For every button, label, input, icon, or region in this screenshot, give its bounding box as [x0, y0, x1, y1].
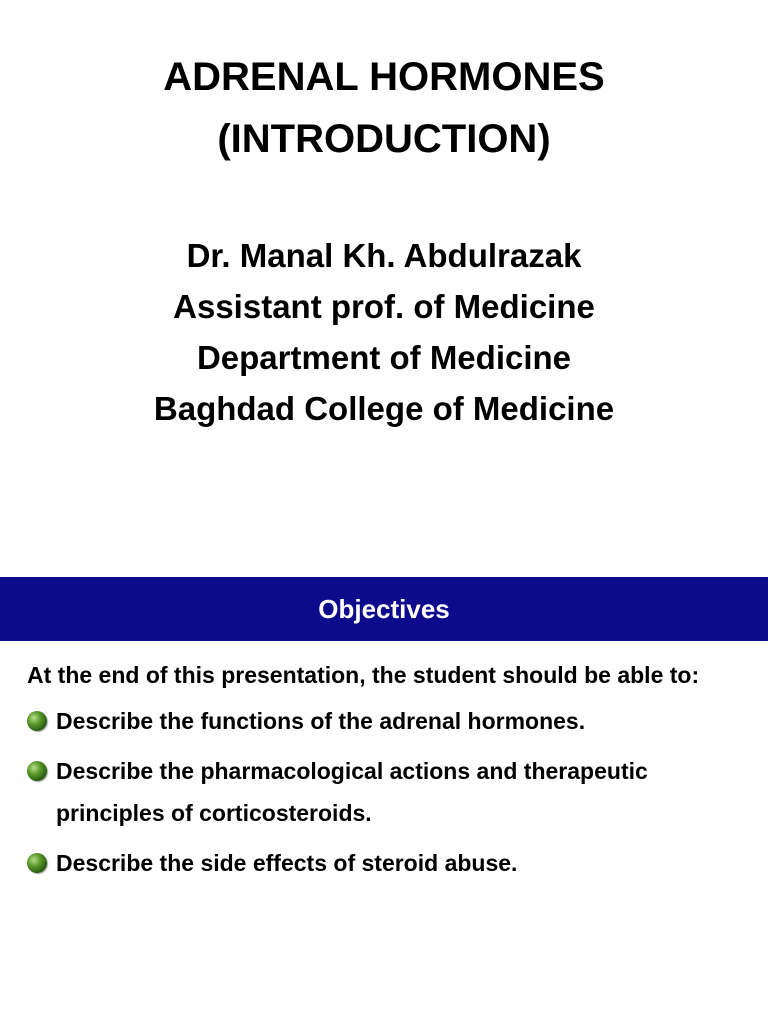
objectives-heading: Objectives — [318, 593, 450, 624]
title-line-2: (INTRODUCTION) — [217, 117, 551, 161]
green-sphere-bullet-icon — [27, 711, 47, 731]
objectives-header-bar — [0, 577, 768, 641]
author-position: Assistant prof. of Medicine — [173, 288, 595, 325]
list-item — [27, 750, 747, 834]
objectives-intro: At the end of this presentation, the student should be able to: — [27, 662, 700, 688]
green-sphere-bullet-icon — [27, 761, 47, 781]
author-name: Dr. Manal Kh. Abdulrazak — [186, 237, 582, 274]
objective-text: Describe the functions of the adrenal hormones. — [56, 708, 586, 734]
list-item — [27, 842, 747, 884]
green-sphere-bullet-icon — [27, 853, 47, 873]
objective-text: Describe the pharmacological actions and therapeutic principles of corticosteroids. — [56, 758, 648, 826]
list-item — [27, 700, 747, 742]
objectives-content — [27, 650, 747, 892]
title-line-1: ADRENAL HORMONES — [163, 55, 605, 99]
objective-text: Describe the side effects of steroid abuse. — [56, 850, 518, 876]
page-title — [0, 46, 768, 170]
author-department: Department of Medicine — [196, 339, 572, 376]
author-info — [0, 230, 768, 434]
objectives-list — [27, 700, 747, 884]
author-institution: Baghdad College of Medicine — [153, 390, 615, 427]
